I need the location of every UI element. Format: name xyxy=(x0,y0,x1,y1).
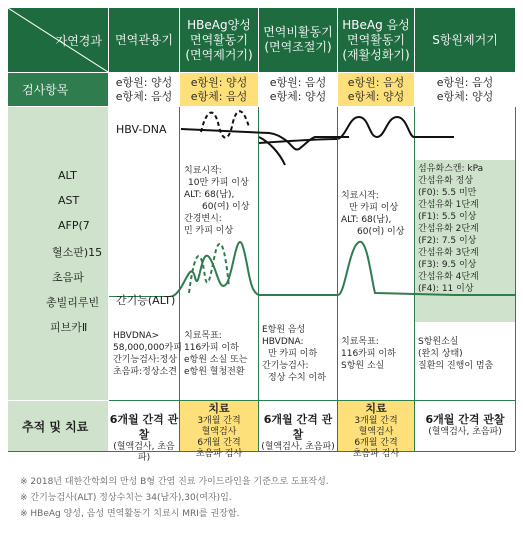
test-items-column xyxy=(8,107,108,400)
note-immune-tolerant: HBVDNA> 58,000,000카피 간기능검사:정상 초음파:정상소견 xyxy=(113,331,182,377)
test-item: AST xyxy=(58,194,80,207)
marker-e-antigen: e항원: 음성 xyxy=(269,75,327,89)
test-item: 혈소판)15 xyxy=(52,246,103,259)
test-item: 초음파 xyxy=(52,271,84,284)
test-items-label: 검사항목 xyxy=(8,73,108,106)
follow-clearance xyxy=(415,401,515,451)
follow-title: 6개월 간격 관찰 xyxy=(263,413,333,441)
phase-subtitle: (면역제거기) xyxy=(185,47,253,62)
marker-e-antibody: e항체: 음성 xyxy=(190,89,248,103)
marker-cell xyxy=(338,73,414,106)
follow-title: 치료 xyxy=(208,402,230,415)
column-divider xyxy=(515,107,516,451)
marker-e-antibody: e항체: 음성 xyxy=(115,89,173,103)
follow-title: 6개월 간격 관찰 xyxy=(425,413,505,426)
note-inactive: E항원 음성 HBVDNA: 만 카피 이하 간기능검사: 정상 수치 이하 xyxy=(262,325,326,383)
natural-course-label: 자연경과 xyxy=(55,34,102,48)
footnote: ※ HBeAg 양성, 음성 면역활동기 치료시 MRI를 권장함. xyxy=(20,509,240,519)
phase-inactive xyxy=(259,8,337,72)
marker-e-antigen: e항원: 음성 xyxy=(436,75,494,89)
test-item: 피브카Ⅱ xyxy=(50,321,88,334)
follow-detail: (혈액검사, 초음파) xyxy=(113,442,175,463)
note-hbeag-pos-start: 치료시작: 10만 카피 이상 ALT: 68(남), 60(여) 이상 간경변시: 민 카피 이상 xyxy=(184,166,250,236)
header-diagonal-cell xyxy=(8,8,108,72)
follow-title: 치료 xyxy=(365,402,387,415)
note-fibrosis-scan: 섬유화스캔: kPa 간섬유화 정상 (F0): 5.5 미만 간섬유화 1단계 (F1): 5.5 이상 간섬유화 2단계 (F2): 7.5 이상 간섬유화 3단계 (F3): 9.5 이상 간섬유화 4단계 (F4): 11 이상 xyxy=(418,164,484,294)
test-item: ALT xyxy=(58,169,77,182)
hbv-dna-low xyxy=(259,139,337,143)
hbv-dna-label: HBV-DNA xyxy=(116,123,167,136)
marker-e-antibody: e항체: 양성 xyxy=(436,89,494,103)
marker-e-antigen: e항원: 양성 xyxy=(115,75,173,89)
phase-subtitle: (재활성화기) xyxy=(342,47,410,62)
phase-s-antigen-clearance xyxy=(415,8,515,72)
follow-label: 추적 및 치료 xyxy=(8,401,108,451)
note-hbeag-pos-goal: 치료목표: 116카피 이하 e항원 소실 또는 e항원 혈청전환 xyxy=(184,331,248,377)
follow-hbeag-pos: 치료 3개월 간격 혈액검사 6개월 간격 초음파 검사 xyxy=(180,401,258,451)
phase-hbeag-negative-active xyxy=(338,8,414,72)
phase-subtitle: 면역활동기 xyxy=(347,32,405,47)
note-hbeag-neg-start: 치료시작: 만 카피 이상 ALT: 68(남), 60(여) 이상 xyxy=(341,191,405,237)
footnote: ※ 간기능검사(ALT) 정상수치는 34(남자),30(여자)임. xyxy=(20,493,232,503)
follow-detail: (혈액검사, 초음파) xyxy=(428,427,502,437)
phase-subtitle: 면역활동기 xyxy=(190,32,248,47)
phase-title: S항원제거기 xyxy=(432,32,498,47)
follow-inactive xyxy=(259,401,337,451)
phase-subtitle: (면역조절기) xyxy=(264,40,332,54)
marker-cell xyxy=(259,73,337,106)
alt-label: 간기능(ALT) xyxy=(116,294,176,307)
marker-e-antibody: e항체: 양성 xyxy=(347,89,405,103)
follow-hbeag-neg: 치료 3개월 간격 혈액검사 6개월 간격 초음파 검사 xyxy=(338,401,414,451)
marker-e-antigen: e항원: 음성 xyxy=(347,75,405,89)
phase-title: 면역비활동기 xyxy=(263,25,333,39)
follow-immune-tolerant xyxy=(109,401,179,463)
phase-title: HBeAg 음성 xyxy=(342,17,410,32)
phase-hbeag-positive-active xyxy=(180,8,258,72)
follow-detail: (혈액검사, 초음파) xyxy=(261,442,335,452)
hbv-dna-dashed xyxy=(201,111,249,137)
test-item: AFP(7 xyxy=(58,219,90,232)
test-item: 총빌리루빈 xyxy=(46,296,100,309)
marker-cell xyxy=(109,73,179,106)
phase-title: 면역관용기 xyxy=(115,32,173,47)
phase-immune-tolerant xyxy=(109,8,179,72)
marker-e-antibody: e항체: 양성 xyxy=(269,89,327,103)
note-hbeag-neg-goal: 치료목표: 116카피 이하 S항원 소실 xyxy=(341,337,396,371)
marker-cell xyxy=(180,73,258,106)
footnote: ※ 2018년 대한간학회의 만성 B형 간염 진료 가이드라인을 기준으로 도표작성. xyxy=(20,477,329,487)
note-clearance: S항원소실 (완치 상태) 질환의 진행이 멈춤 xyxy=(418,337,494,371)
follow-title: 6개월 간격 관찰 xyxy=(109,413,179,441)
phase-title: HBeAg양성 xyxy=(187,17,251,32)
hbv-dna-waves xyxy=(338,117,454,139)
marker-cell xyxy=(415,73,515,106)
marker-e-antigen: e항원: 양성 xyxy=(190,75,248,89)
